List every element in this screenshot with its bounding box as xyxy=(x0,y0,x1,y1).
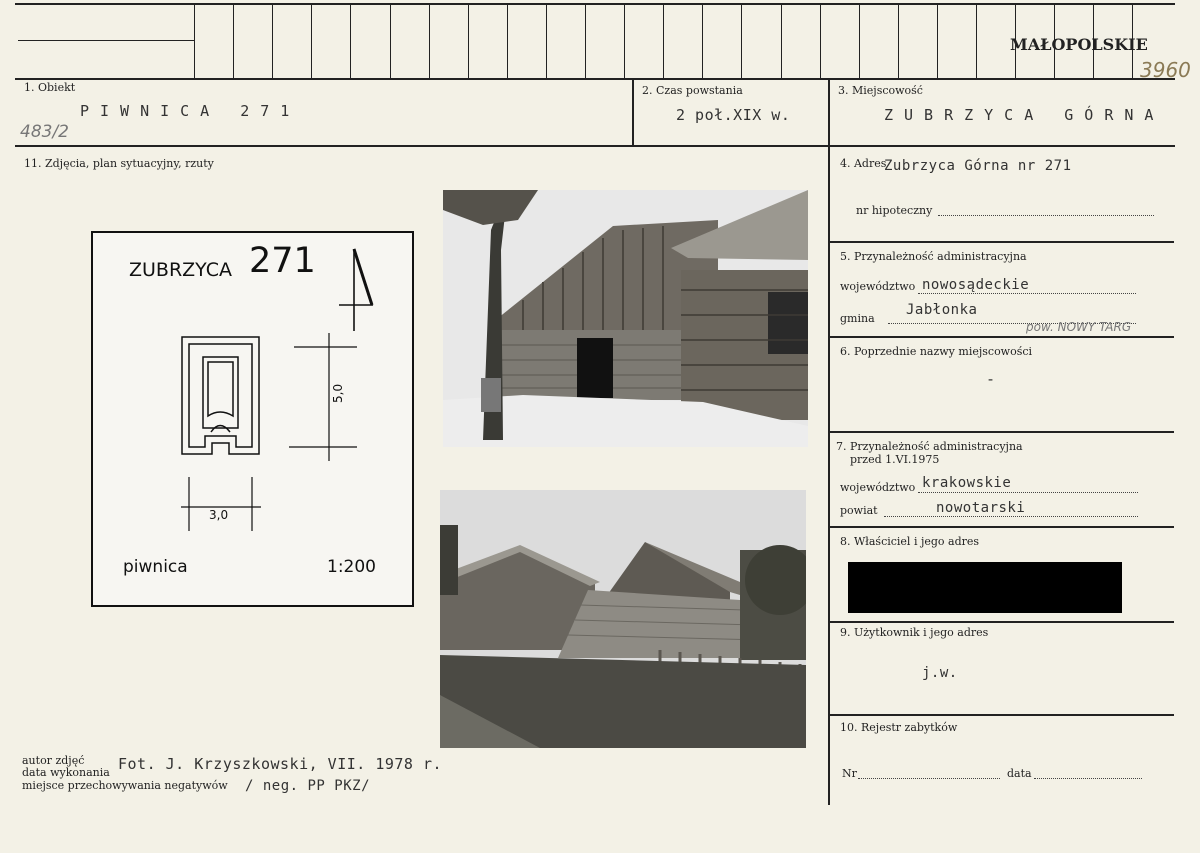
field-6-value: - xyxy=(986,370,996,388)
cellar-outline xyxy=(182,337,259,454)
hipoteczny-label: nr hipoteczny xyxy=(856,204,933,217)
data-dots xyxy=(1034,777,1142,779)
header-grid-line xyxy=(468,3,469,79)
gmina-value: Jabłonka xyxy=(906,302,978,318)
plan-number: 271 xyxy=(249,241,316,281)
photo-cellar-front-image xyxy=(443,190,808,447)
header-grid-line xyxy=(233,3,234,79)
field-9-value: j.w. xyxy=(922,665,958,681)
field-1-handwritten: 483/2 xyxy=(20,122,69,142)
owner-redaction xyxy=(848,562,1122,613)
header-grid-line xyxy=(429,3,430,79)
header-grid-line xyxy=(663,3,664,79)
header-bottom-border xyxy=(15,78,1175,80)
divider-2-3 xyxy=(828,78,830,146)
field-11-label: 11. Zdjęcia, plan sytuacyjny, rzuty xyxy=(24,157,214,170)
field-3-label: 3. Miejscowość xyxy=(838,84,923,97)
wojewodztwo-dots xyxy=(918,292,1136,294)
header-grid-line xyxy=(585,3,586,79)
right-column-divider xyxy=(828,145,830,805)
floor-plan xyxy=(91,231,414,607)
plan-scale: 1:200 xyxy=(327,557,376,577)
field-1-label: 1. Obiekt xyxy=(24,81,76,94)
field-4-value: Zubrzyca Górna nr 271 xyxy=(884,158,1072,174)
powiat-label: powiat xyxy=(840,504,878,517)
header-grid-line xyxy=(272,3,273,79)
header-grid-line xyxy=(859,3,860,79)
field-10-label: 10. Rejestr zabytków xyxy=(840,721,958,734)
hipoteczny-dots xyxy=(938,214,1154,216)
field-9-bottom xyxy=(830,714,1174,716)
plan-drawing xyxy=(93,233,412,605)
field-7-sublabel: przed 1.VI.1975 xyxy=(850,453,940,466)
photo-farmstead-image xyxy=(440,490,806,748)
field-5-bottom xyxy=(830,336,1174,338)
north-arrow-icon xyxy=(339,249,372,331)
divider-1-2 xyxy=(632,78,634,146)
field-9-label: 9. Użytkownik i jego adres xyxy=(840,626,989,639)
handwritten-number: 3960 xyxy=(1140,58,1191,82)
field-8-bottom xyxy=(830,621,1174,623)
header-grid-line xyxy=(976,3,977,79)
nr-dots xyxy=(858,777,1000,779)
header-top-border xyxy=(15,3,1175,5)
field-3-value: ZUBRZYCA GÓRNA xyxy=(884,106,1165,124)
field-7-bottom xyxy=(830,526,1174,528)
field-5-label: 5. Przynależność administracyjna xyxy=(840,250,1027,263)
field-6-bottom xyxy=(830,431,1174,433)
photo-cellar-front xyxy=(443,190,808,447)
plan-dim-vertical: 5,0 xyxy=(331,383,345,403)
plan-title: ZUBRZYCA xyxy=(129,259,233,281)
wojewodztwo2-label: województwo xyxy=(840,481,916,494)
powiat-dots xyxy=(884,515,1138,517)
field-4-label: 4. Adres xyxy=(840,157,887,170)
header-grid-line xyxy=(350,3,351,79)
wojewodztwo-value: nowosądeckie xyxy=(922,277,1030,293)
header-grid-line xyxy=(781,3,782,79)
plan-caption: piwnica xyxy=(123,557,188,577)
header-grid-line xyxy=(937,3,938,79)
header-grid-line xyxy=(546,3,547,79)
field-2-label: 2. Czas powstania xyxy=(642,84,743,97)
header-grid-line xyxy=(311,3,312,79)
powiat-value: nowotarski xyxy=(936,500,1026,516)
footer-data-label: data wykonania xyxy=(22,766,110,779)
region-label: MAŁOPOLSKIE xyxy=(1010,35,1148,54)
gmina-handwritten: pow. NOWY TARG xyxy=(1026,320,1132,334)
plan-dim-horizontal: 3,0 xyxy=(209,508,229,522)
footer-miejsce-label: miejsce przechowywania negatywów xyxy=(22,779,228,792)
footer-autor-value: Fot. J. Krzyszkowski, VII. 1978 r. xyxy=(118,755,443,773)
field-6-label: 6. Poprzednie nazwy miejscowości xyxy=(840,345,1033,358)
field-7-label: 7. Przynależność administracyjna xyxy=(836,440,1023,453)
field-4-bottom xyxy=(830,241,1174,243)
wojewodztwo-label: województwo xyxy=(840,280,916,293)
footer-autor-label: autor zdjęć xyxy=(22,754,85,767)
field-2-value: 2 poł.XIX w. xyxy=(676,106,791,124)
header-grid-line xyxy=(898,3,899,79)
header-grid-line xyxy=(702,3,703,79)
nr-label: Nr xyxy=(842,767,857,780)
header-grid-line xyxy=(820,3,821,79)
header-grid-line xyxy=(390,3,391,79)
header-grid-line xyxy=(624,3,625,79)
header-left-rule xyxy=(18,40,194,41)
gmina-label: gmina xyxy=(840,312,875,325)
header-grid-line xyxy=(741,3,742,79)
wojewodztwo2-dots xyxy=(918,491,1138,493)
row1-bottom xyxy=(15,145,1175,147)
header-grid-line xyxy=(194,3,195,79)
field-8-label: 8. Właściciel i jego adres xyxy=(840,535,980,548)
footer-miejsce-value: / neg. PP PKZ/ xyxy=(245,778,371,794)
header-grid-line xyxy=(507,3,508,79)
photo-farmstead xyxy=(440,490,806,748)
field-1-value: PIWNICA 271 xyxy=(80,102,301,120)
wojewodztwo2-value: krakowskie xyxy=(922,475,1012,491)
data-label: data xyxy=(1007,767,1032,780)
